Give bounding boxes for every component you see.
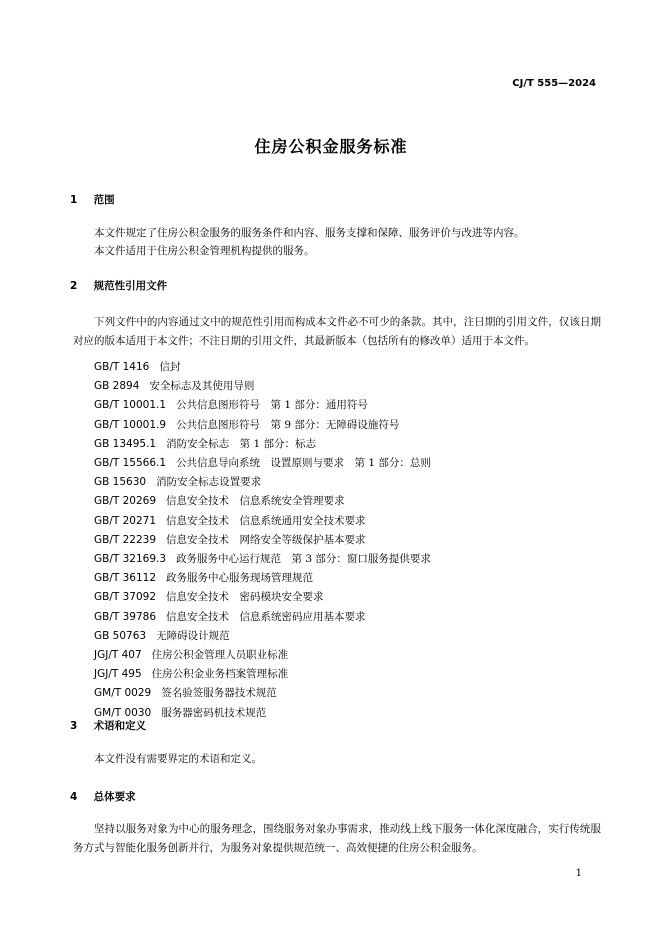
reference-title: 公共信息图形符号 第 9 部分：无障碍设施符号 xyxy=(176,418,400,431)
reference-title: 住房公积金管理人员职业标准 xyxy=(151,649,289,662)
reference-code: GM/T 0030 xyxy=(94,706,152,719)
reference-item xyxy=(94,396,431,415)
section-number: 4 xyxy=(70,791,78,803)
reference-item xyxy=(94,627,431,646)
reference-title: 信息安全技术 网络安全等级保护基本要求 xyxy=(166,533,366,546)
reference-item xyxy=(94,377,431,396)
document-code: CJ/T 555—2024 xyxy=(512,78,596,89)
reference-code: GB/T 1416 xyxy=(94,361,150,373)
reference-item xyxy=(94,473,431,492)
scope-paragraph-1: 本文件规定了住房公积金服务的服务条件和内容、服务支撑和保障、服务评价与改进等内容。 xyxy=(94,227,525,239)
reference-title: 消防安全标志 第 1 部分：标志 xyxy=(166,437,316,450)
reference-title: 服务器密码机技术规范 xyxy=(161,706,267,719)
reference-item xyxy=(94,531,431,550)
reference-item xyxy=(94,684,431,703)
reference-item xyxy=(94,608,431,627)
reference-item xyxy=(94,492,431,511)
section-title: 术语和定义 xyxy=(93,720,147,732)
reference-title: 住房公积金业务档案管理标准 xyxy=(151,668,289,681)
reference-list xyxy=(94,358,431,723)
reference-item xyxy=(94,358,431,377)
reference-code: JGJ/T 495 xyxy=(94,668,142,681)
reference-title: 签名验签服务器技术规范 xyxy=(161,687,277,700)
reference-code: GB/T 37092 xyxy=(94,591,157,604)
reference-title: 公共信息图形符号 第 1 部分：通用符号 xyxy=(176,399,368,412)
reference-title: 公共信息导向系统 设置原则与要求 第 1 部分：总则 xyxy=(176,457,431,470)
section-title: 规范性引用文件 xyxy=(93,280,168,292)
reference-code: GB 13495.1 xyxy=(94,437,157,450)
reference-item xyxy=(94,550,431,569)
reference-code: GB 2894 xyxy=(94,380,140,393)
reference-item xyxy=(94,569,431,588)
reference-code: GB/T 10001.1 xyxy=(94,399,167,412)
references-intro-paragraph: 下列文件中的内容通过文中的规范性引用而构成本文件必不可少的条款。其中，注日期的引用文件，仅该日期对应的版本适用于本文件；不注日期的引用文件，其最新版本（包括所有的修改单）适用于本文件。 xyxy=(73,316,601,347)
reference-title: 消防安全标志设置要求 xyxy=(156,476,262,489)
reference-code: GB/T 20269 xyxy=(94,495,157,508)
reference-title: 信息安全技术 信息系统安全管理要求 xyxy=(166,495,345,508)
reference-title: 信息安全技术 信息系统密码应用基本要求 xyxy=(166,610,366,623)
section-number: 2 xyxy=(70,280,78,292)
scope-paragraph-2: 本文件适用于住房公积金管理机构提供的服务。 xyxy=(94,245,315,257)
section-heading-scope xyxy=(70,192,115,207)
reference-item xyxy=(94,454,431,473)
reference-code: GB/T 20271 xyxy=(94,514,157,527)
section-number: 1 xyxy=(70,194,78,206)
reference-title: 信封 xyxy=(159,361,181,373)
reference-item xyxy=(94,512,431,531)
reference-code: GB/T 22239 xyxy=(94,533,157,546)
reference-title: 政务服务中心运行规范 第 3 部分：窗口服务提供要求 xyxy=(176,553,431,566)
document-title: 住房公积金服务标准 xyxy=(254,137,408,156)
section-title: 总体要求 xyxy=(93,791,136,803)
reference-item xyxy=(94,416,431,435)
reference-code: GB/T 39786 xyxy=(94,610,157,623)
reference-code: GB/T 36112 xyxy=(94,572,157,585)
reference-code: GM/T 0029 xyxy=(94,687,152,700)
reference-code: GB/T 15566.1 xyxy=(94,457,167,470)
reference-code: JGJ/T 407 xyxy=(94,649,142,662)
reference-item xyxy=(94,646,431,665)
section-number: 3 xyxy=(70,720,78,732)
reference-title: 无障碍设计规范 xyxy=(156,629,230,642)
section-heading-references xyxy=(70,278,167,293)
section-heading-terms xyxy=(70,718,146,733)
reference-title: 信息安全技术 信息系统通用安全技术要求 xyxy=(166,514,366,527)
section-title: 范围 xyxy=(93,194,115,206)
reference-title: 信息安全技术 密码模块安全要求 xyxy=(166,591,324,604)
reference-code: GB 50763 xyxy=(94,629,147,642)
reference-item xyxy=(94,665,431,684)
general-requirements-paragraph: 坚持以服务对象为中心的服务理念，围绕服务对象办事需求，推动线上线下服务一体化深度融合，实行传统服务方式与智能化服务创新并行，为服务对象提供规范统一、高效便捷的住房公积金服务。 xyxy=(73,823,601,854)
reference-title: 安全标志及其使用导则 xyxy=(149,380,255,393)
reference-item xyxy=(94,435,431,454)
reference-title: 政务服务中心服务现场管理规范 xyxy=(166,572,314,585)
section-heading-general xyxy=(70,789,136,804)
terms-paragraph: 本文件没有需要界定的术语和定义。 xyxy=(94,753,262,765)
reference-item xyxy=(94,588,431,607)
reference-code: GB 15630 xyxy=(94,476,147,489)
reference-code: GB/T 32169.3 xyxy=(94,553,167,566)
page-number: 1 xyxy=(575,868,582,879)
reference-code: GB/T 10001.9 xyxy=(94,418,167,431)
